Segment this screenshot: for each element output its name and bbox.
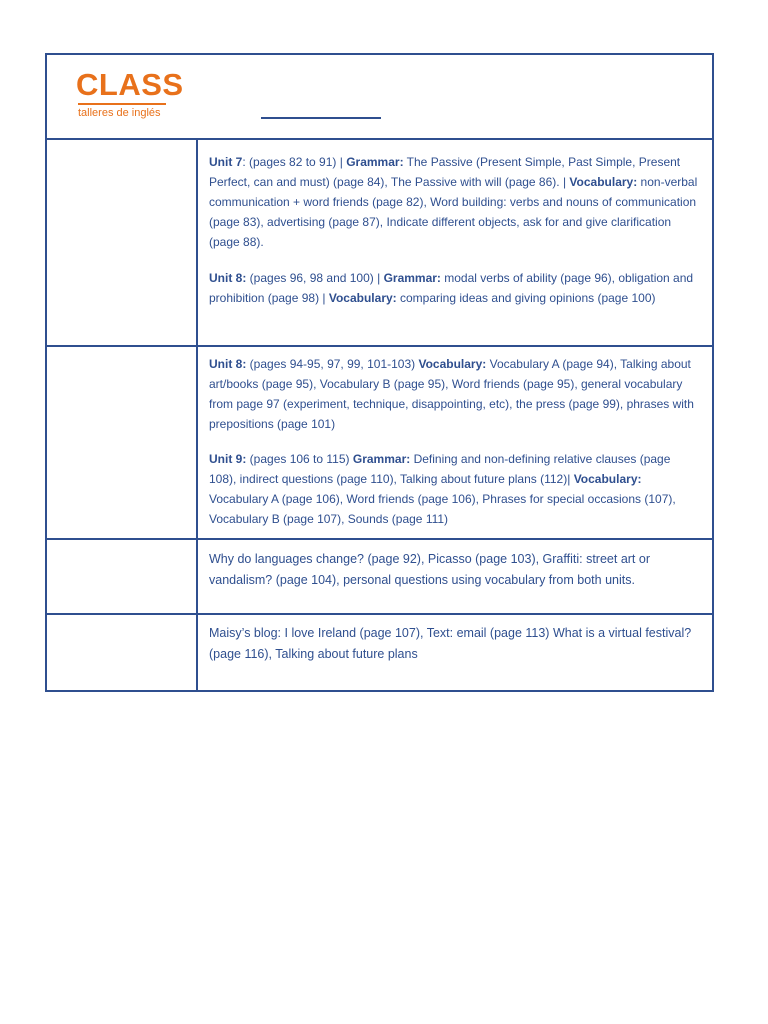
paragraph-unit8-grammar <box>209 268 698 308</box>
row-label-cell <box>47 540 198 613</box>
text-segment: (pages 96, 98 and 100) | <box>246 271 384 285</box>
text-segment: Defining and non-defining relative clauses (page 108), indirect questions (page 110), Talking about future plans (112)| <box>209 452 671 486</box>
syllabus-table <box>45 53 714 692</box>
paragraph-reading: Maisy’s blog: I love Ireland (page 107), Text: email (page 113) What is a virtual festival? (page 116), Talking about future plans <box>209 626 692 661</box>
row-content-cell <box>209 615 698 692</box>
text-segment: (pages 94-95, 97, 99, 101-103) <box>246 357 419 371</box>
bold-label: Unit 8: <box>209 271 247 285</box>
text-segment: Vocabulary A (page 94), Talking about art/books (page 95), Vocabulary B (page 95), Word friends (page 95), general vocabulary from page 97 (experiment, technique, disappointing, etc), the press (page 99), phrases with prepositions (page 101) <box>209 357 694 431</box>
text-segment: Vocabulary A (page 106), Word friends (page 106), Phrases for special occasions (107), Vocabulary B (page 107), Sounds (page 111) <box>209 492 676 526</box>
row-content-cell <box>209 540 698 613</box>
bold-label: Vocabulary: <box>328 291 397 305</box>
bold-label: Unit 7 <box>209 155 243 169</box>
class-logo: CLASS <box>76 67 184 102</box>
bold-label: Unit 9: <box>209 452 247 466</box>
table-row-grammar-vocab-1 <box>47 138 712 347</box>
text-segment: non-verbal communication + word friends (page 82), Word building: verbs and nouns of communication (page 83), advertising (page 87), Indicate different objects, ask for and give clarification (page 88). <box>209 175 698 249</box>
text-segment: The Passive (Present Simple, Past Simple, Present Perfect, can and must) (page 84), The Passive with will (page 86). | <box>209 155 681 189</box>
table-header-row <box>47 55 712 140</box>
bold-label: Vocabulary: <box>418 357 487 371</box>
row-content-cell <box>209 347 698 538</box>
table-row-grammar-vocab-2 <box>47 347 712 540</box>
table-row-speaking <box>47 540 712 615</box>
paragraph-unit8-vocab <box>209 354 698 434</box>
row-label-cell <box>47 138 198 345</box>
paragraph-unit9 <box>209 449 698 529</box>
bold-label: Vocabulary: <box>573 472 642 486</box>
logo-subtitle: talleres de inglés <box>78 107 161 119</box>
bold-label: Grammar: <box>352 452 411 466</box>
paragraph-speaking: Why do languages change? (page 92), Picasso (page 103), Graffiti: street art or vandalism? (page 104), personal questions using vocabulary from both units. <box>209 552 650 587</box>
row-label-cell <box>47 615 198 692</box>
bold-label: Unit 8: <box>209 357 247 371</box>
row-label-cell <box>47 347 198 538</box>
row-content-cell <box>209 138 698 345</box>
bold-label: Grammar: <box>383 271 441 285</box>
text-segment: (pages 106 to 115) <box>246 452 353 466</box>
text-segment: modal verbs of ability (page 96), obligation and prohibition (page 98) | <box>209 271 694 305</box>
bold-label: Grammar: <box>346 155 404 169</box>
table-row-reading <box>47 615 712 692</box>
text-segment: : (pages 82 to 91) | <box>242 155 347 169</box>
logo-underline <box>78 103 166 105</box>
text-segment: comparing ideas and giving opinions (page 100) <box>396 291 656 305</box>
bold-label: Vocabulary: <box>569 175 638 189</box>
blank-title-line <box>261 117 381 119</box>
paragraph-unit7 <box>209 152 698 252</box>
